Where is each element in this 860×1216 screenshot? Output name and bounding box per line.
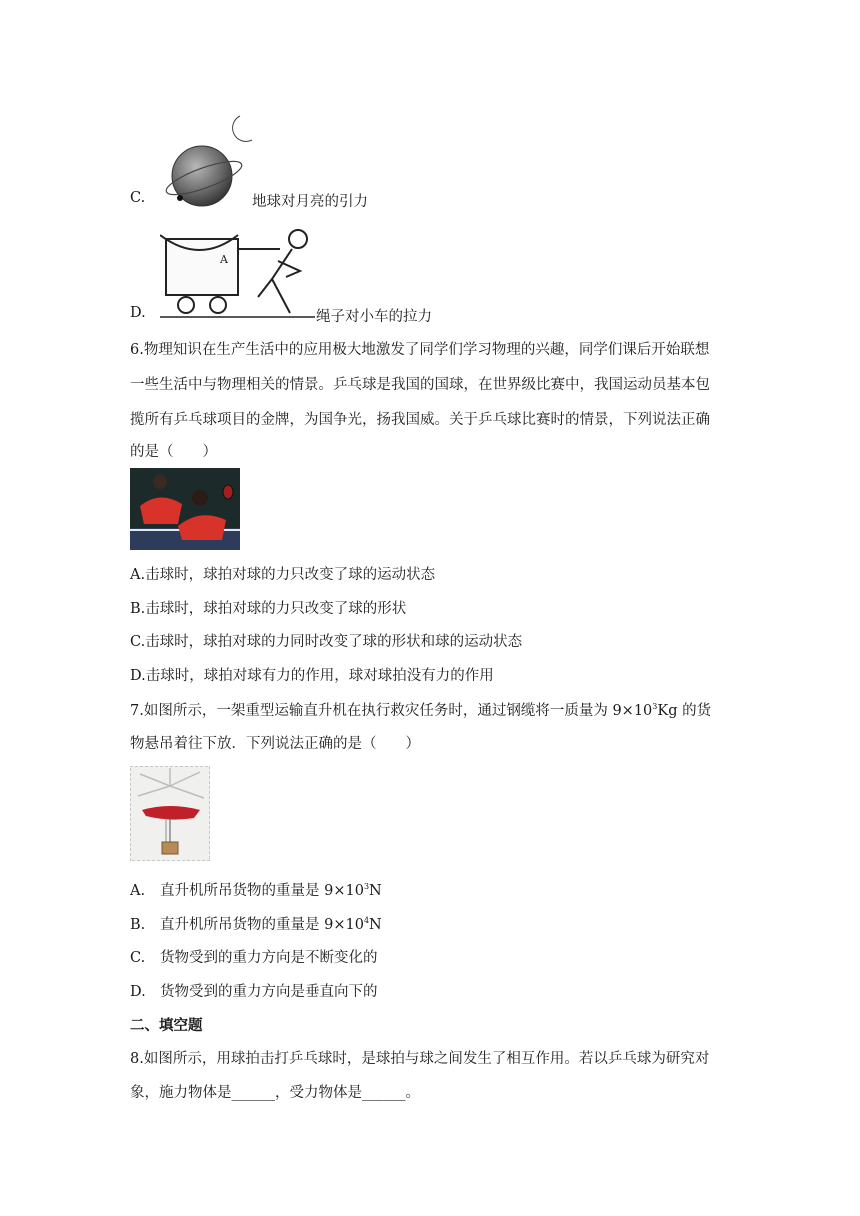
unit: N xyxy=(369,883,382,899)
option-text: 货物受到的重力方向是不断变化的 xyxy=(160,950,378,966)
table-tennis-photo xyxy=(130,468,240,550)
q5-option-c-text: 地球对月亮的引力 xyxy=(252,194,368,210)
option-letter: C. xyxy=(130,190,146,206)
option-letter: D. xyxy=(130,984,146,1000)
option-letter: A. xyxy=(130,883,146,899)
q7-stem-line1 xyxy=(130,699,711,720)
q7-option-d xyxy=(130,980,378,1001)
q5-option-c xyxy=(130,190,145,206)
exponent: 3 xyxy=(363,882,370,891)
cargo-icon xyxy=(162,842,178,854)
exponent: 3 xyxy=(652,702,658,711)
q6-stem-line3: 揽所有乒乓球项目的金牌，为国争光，扬我国威。关于乒乓球比赛时的情景，下列说法正确 xyxy=(130,412,710,428)
earth-moon-figure xyxy=(160,110,260,210)
q6-stem-line4: 的是（ ） xyxy=(130,444,217,460)
option-text: 击球时，球拍对球的力只改变了球的形状 xyxy=(145,601,407,617)
q5-option-d xyxy=(130,305,146,321)
q7-option-a xyxy=(130,879,382,900)
option-text: 击球时，球拍对球的力只改变了球的运动状态 xyxy=(145,567,436,583)
q6-stem-line1: 6.物理知识在生产生活中的应用极大地激发了同学们学习物理的兴趣，同学们课后开始联想 xyxy=(130,342,710,358)
moon-icon xyxy=(233,116,252,141)
helicopter-photo xyxy=(130,766,210,861)
option-letter: B. xyxy=(130,601,146,617)
q6-option-b xyxy=(130,597,406,618)
q7-option-c xyxy=(130,946,378,967)
option-text: 直升机所吊货物的重量是 9×10 xyxy=(160,883,364,899)
option-letter: D. xyxy=(130,305,146,321)
person-icon xyxy=(289,230,307,248)
option-letter: C. xyxy=(130,634,146,650)
q8-line2: 象，施力物体是______，受力物体是______。 xyxy=(130,1085,420,1101)
option-letter: A. xyxy=(130,567,146,583)
q7-stem-line2: 物悬吊着往下放．下列说法正确的是（ ） xyxy=(130,736,420,752)
q6-option-c xyxy=(130,630,522,651)
svg-text:A: A xyxy=(220,253,228,266)
q7-stem-text-cont: Kg 的货 xyxy=(657,703,712,719)
option-letter: D. xyxy=(130,668,146,684)
option-text: 直升机所吊货物的重量是 9×10 xyxy=(160,917,364,933)
q8-line1: 8.如图所示，用球拍击打乒乓球时，是球拍与球之间发生了相互作用。若以乒乓球为研究对 xyxy=(130,1051,710,1067)
q6-option-a xyxy=(130,563,435,584)
cart-rope-figure xyxy=(160,225,320,320)
q6-stem-line2: 一些生活中与物理相关的情景。乒乓球是我国的国球，在世界级比赛中，我国运动员基本包 xyxy=(130,377,710,393)
cart-icon xyxy=(166,239,238,295)
q5-option-d-text: 绳子对小车的拉力 xyxy=(316,309,432,325)
q7-option-b xyxy=(130,913,382,934)
exponent: 4 xyxy=(363,916,370,925)
q7-stem-text: 7.如图所示，一架重型运输直升机在执行救灾任务时，通过钢缆将一质量为 9×10 xyxy=(130,703,653,719)
player-head-icon xyxy=(153,475,167,489)
unit: N xyxy=(369,917,382,933)
option-text: 击球时，球拍对球的力同时改变了球的形状和球的运动状态 xyxy=(145,634,523,650)
option-letter: B. xyxy=(130,917,146,933)
option-text: 击球时，球拍对球有力的作用，球对球拍没有力的作用 xyxy=(145,668,494,684)
option-text: 货物受到的重力方向是垂直向下的 xyxy=(160,984,378,1000)
section-title: 二、填空题 xyxy=(130,1017,203,1034)
q6-option-d xyxy=(130,664,494,685)
option-letter: C. xyxy=(130,950,146,966)
